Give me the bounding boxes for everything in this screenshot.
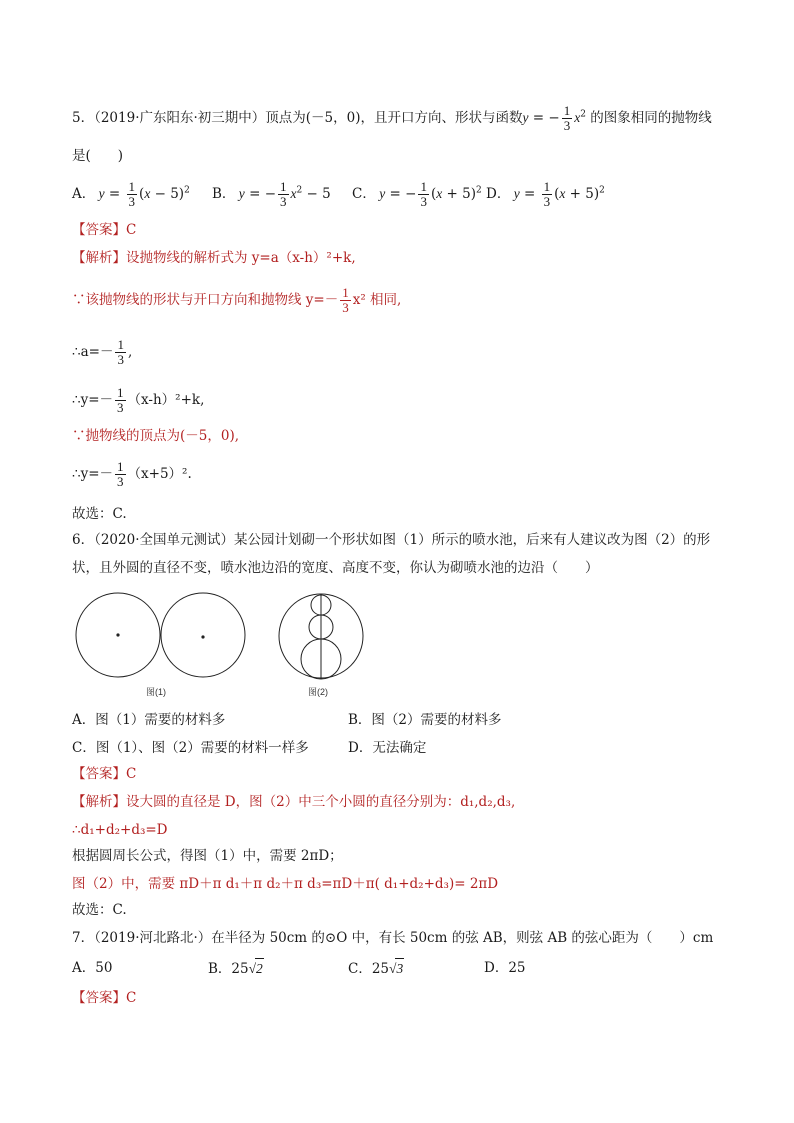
fig1-right-circle	[161, 593, 245, 677]
q7-option-a[interactable]: A．50	[72, 960, 113, 976]
q6-analysis-line4: 图（2）中，需要 πD＋π d₁＋π d₂＋π d₃=πD＋π( d₁+d₂+d₃)= 2πD	[72, 876, 499, 892]
q6-option-d[interactable]: D．无法确定	[348, 740, 427, 756]
q5-stem-line2: 是( )	[72, 148, 124, 164]
q5-stem-end: 的图象相同的抛物线	[590, 110, 712, 126]
q5-stem-line1: 5．（2019·广东阳东·初三期中）顶点为(－5，0)，且开口方向、形状与函数y = − $\frac{1}{3}$ $x^2$ 的图象相同的抛物线	[72, 103, 712, 133]
q5-conclusion: 故选：C.	[72, 506, 127, 522]
q5-fraction: $\frac{1}{3}$	[563, 103, 571, 133]
q7-option-b[interactable]: B．25√2	[208, 958, 264, 979]
q5-option-a[interactable]: A． y = $\frac{1}{3}$ $(x - 5)^2$	[72, 179, 190, 209]
q7-stem: 7．（2019·河北路北·）在半径为 50cm 的⊙O 中，有长 50cm 的弦 AB，则弦 AB 的弦心距为（ ）cm	[72, 930, 714, 946]
q6-analysis-line3: 根据圆周长公式，得图（1）中，需要 2πD；	[72, 848, 343, 864]
q5-analysis-line4: ∴y=－ $\frac{1}{3}$ （x-h）²+k,	[72, 385, 205, 415]
q6-fig1-caption: 图(1)	[146, 687, 166, 697]
q6-stem-line1: 6．（2020·全国单元测试）某公园计划砌一个形状如图（1）所示的喷水池，后来有人建议改为图（2）的形	[72, 532, 711, 548]
q5-option-c[interactable]: C． y = − $\frac{1}{3}$ $(x + 5)^2$	[352, 179, 482, 209]
q6-analysis-line1: 【解析】设大圆的直径是 D，图（2）中三个小圆的直径分别为：d₁,d₂,d₃,	[72, 794, 516, 810]
q5-stem-start: 5．（2019·广东阳东·初三期中）顶点为(－5，0)，且开口方向、形状与函数	[72, 110, 523, 126]
q6-fig2-caption: 图(2)	[308, 687, 328, 697]
q5-analysis-line6: ∴y=－ $\frac{1}{3}$ （x+5）².	[72, 459, 192, 489]
q6-analysis-line2: ∴d₁+d₂+d₃=D	[72, 822, 168, 838]
q6-option-a[interactable]: A．图（1）需要的材料多	[72, 712, 226, 728]
q5-option-d[interactable]: D． y = $\frac{1}{3}$ $(x + 5)^2$	[486, 179, 605, 209]
q7-option-c[interactable]: C．25√3	[348, 958, 404, 979]
q6-option-b[interactable]: B．图（2）需要的材料多	[348, 712, 502, 728]
q6-figure-1	[72, 590, 252, 690]
q6-conclusion: 故选：C.	[72, 902, 127, 918]
q5-stem-formula: y	[522, 110, 529, 125]
q6-option-c[interactable]: C．图（1）、图（2）需要的材料一样多	[72, 740, 309, 756]
q7-option-d[interactable]: D．25	[484, 960, 526, 976]
q6-stem-line2: 状，且外圆的直径不变，喷水池边沿的宽度、高度不变，你认为砌喷水池的边沿（ ）	[72, 560, 599, 576]
q6-figure-2	[276, 590, 366, 690]
q5-analysis-line3: ∴a=－ $\frac{1}{3}$ ,	[72, 337, 133, 367]
q6-answer: 【答案】C	[72, 766, 137, 782]
q5-analysis-line5: ∵抛物线的顶点为(－5，0),	[72, 428, 240, 444]
q5-answer: 【答案】C	[72, 222, 137, 238]
q7-answer: 【答案】C	[72, 990, 137, 1006]
q5-option-b[interactable]: B． y = − $\frac{1}{3}$ $x^2 - 5$	[212, 179, 331, 209]
q5-analysis-line2: ∵该抛物线的形状与开口方向和抛物线 y=－ $\frac{1}{3}$ x² 相同,	[72, 285, 402, 315]
q5-analysis-line1: 【解析】设抛物线的解析式为 y=a（x-h）²+k,	[72, 250, 356, 266]
